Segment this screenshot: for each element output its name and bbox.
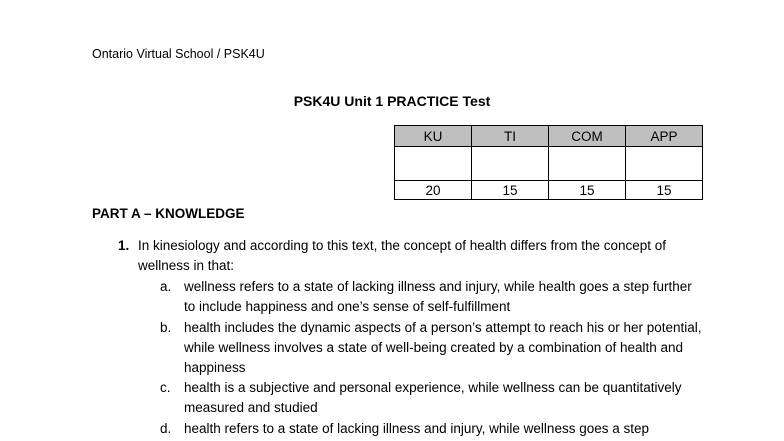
page-title: PSK4U Unit 1 PRACTICE Test [293,93,491,109]
score-cell-ti [472,147,549,181]
option-letter-b: b. [160,320,172,335]
option-text-d: health refers to a state of lacking illness and injury, while wellness goes a step [184,421,649,436]
score-cell-ku [395,147,472,181]
option-letter-a: a. [160,279,172,294]
score-cell-app [626,147,703,181]
option-text-c: health is a subjective and personal experience, while wellness can be quantitatively measured and studied [184,380,682,415]
score-table [394,125,703,200]
option-text-a: wellness refers to a state of lacking illness and injury, while health goes a step further to include happiness and one’s sense of self-fulfillment [184,279,692,314]
question-number: 1. [118,238,130,253]
option-letter-c: c. [160,380,171,395]
score-table-blank-row [395,147,703,181]
document-header: Ontario Virtual School / PSK4U [92,47,265,61]
score-total-app: 15 [626,181,703,200]
score-cell-com [549,147,626,181]
score-total-com: 15 [549,181,626,200]
option-text-b: health includes the dynamic aspects of a person’s attempt to reach his or her potential, while wellness involves a state of well-being created by a combination of health and happiness [184,320,702,375]
section-heading: PART A – KNOWLEDGE [92,206,245,221]
score-header-ku: KU [395,126,472,147]
score-header-ti: TI [472,126,549,147]
score-table-header-row [395,126,703,147]
option-letter-d: d. [160,421,172,436]
score-table-total-row [395,181,703,200]
score-header-com: COM [549,126,626,147]
question-text: In kinesiology and according to this text, the concept of health differs from the concept of wellness in that: [138,238,667,273]
score-total-ku: 20 [395,181,472,200]
score-header-app: APP [626,126,703,147]
score-total-ti: 15 [472,181,549,200]
